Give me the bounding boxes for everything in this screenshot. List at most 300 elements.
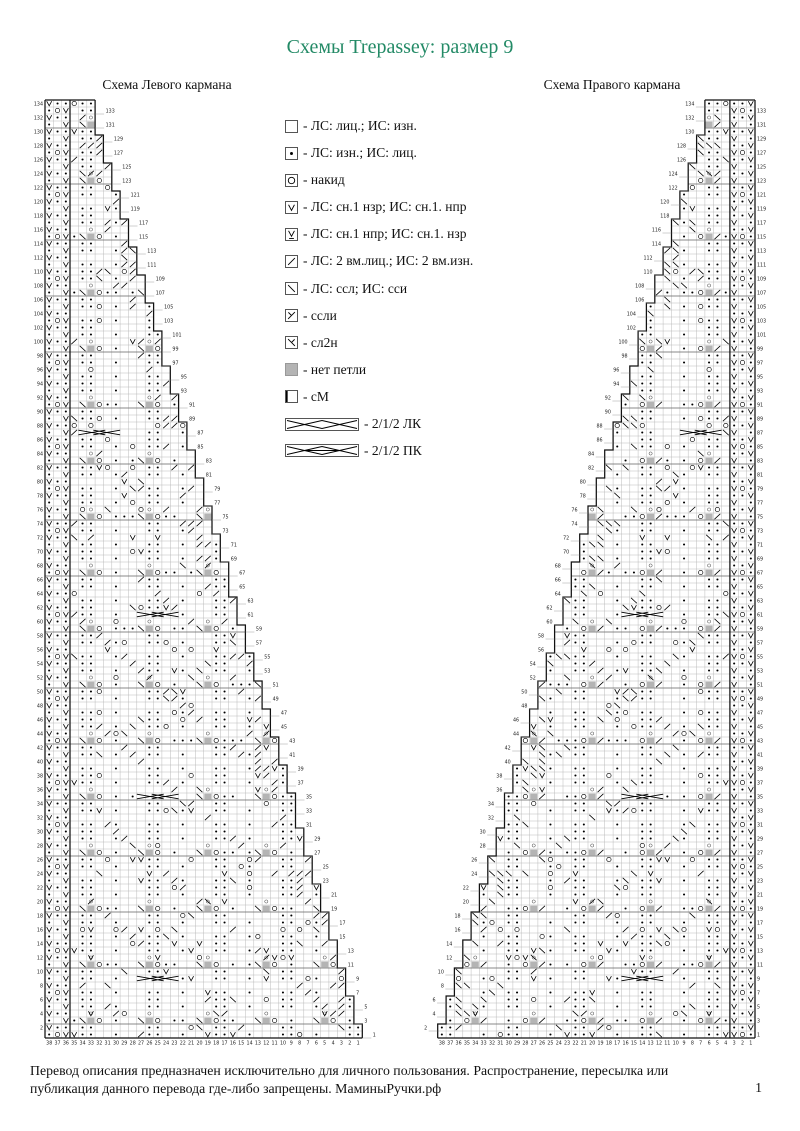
row-label: 63: [757, 599, 764, 605]
legend-item-no-stitch: - нет петли: [285, 363, 585, 377]
row-label: 5: [757, 1005, 761, 1011]
stitch-label: 1: [356, 1041, 360, 1047]
right-pocket-chart: [400, 94, 778, 1061]
row-label: 125: [122, 165, 132, 171]
stitch-label: 33: [480, 1041, 487, 1047]
row-label: 10: [437, 970, 444, 976]
legend-item-yarn-over: - накид: [285, 173, 585, 187]
row-label: 53: [757, 669, 764, 675]
row-label: 12: [36, 956, 43, 962]
row-label: 122: [33, 186, 43, 192]
row-label: 17: [757, 921, 764, 927]
row-label: 108: [635, 284, 645, 290]
row-label: 64: [554, 592, 561, 598]
row-label: 18: [454, 914, 461, 920]
row-label: 99: [757, 347, 764, 353]
page-title: Схемы Trepassey: размер 9: [286, 36, 514, 58]
row-label: 125: [757, 165, 767, 171]
row-label: 47: [757, 711, 764, 717]
stitch-label: 8: [298, 1041, 302, 1047]
row-label: 73: [222, 529, 229, 535]
row-label: 129: [113, 137, 124, 143]
stitch-label: 23: [171, 1041, 178, 1047]
row-label: 41: [757, 753, 764, 759]
stitch-label: 34: [472, 1041, 479, 1047]
row-label: 126: [33, 158, 43, 164]
row-label: 81: [757, 473, 764, 479]
row-label: 2: [424, 1026, 428, 1032]
row-label: 52: [529, 676, 536, 682]
stitch-label: 21: [188, 1041, 195, 1047]
row-label: 70: [36, 550, 43, 556]
row-label: 50: [36, 690, 43, 696]
row-label: 83: [757, 459, 764, 465]
stitch-label: 14: [639, 1041, 646, 1047]
row-label: 91: [189, 403, 196, 409]
row-label: 28: [36, 844, 43, 850]
row-label: 32: [487, 816, 494, 822]
row-label: 105: [757, 305, 767, 311]
row-label: 121: [130, 193, 140, 199]
stitch-label: 16: [229, 1041, 236, 1047]
stitch-label: 3: [732, 1041, 736, 1047]
legend-item-cable-pk: - 2/1/2 ПК: [285, 444, 585, 458]
row-label: 36: [36, 788, 43, 794]
row-label: 23: [322, 879, 329, 885]
stitch-label: 11: [271, 1041, 278, 1047]
row-label: 79: [214, 487, 221, 493]
stitch-label: 1: [749, 1041, 753, 1047]
row-label: 104: [33, 312, 43, 318]
stitch-label: 26: [539, 1041, 546, 1047]
stitch-label: 19: [597, 1041, 604, 1047]
stitch-label: 9: [289, 1041, 293, 1047]
row-label: 38: [36, 774, 43, 780]
row-label: 119: [130, 207, 140, 213]
stitch-label: 36: [62, 1041, 69, 1047]
row-label: 1: [757, 1033, 761, 1039]
row-label: 26: [36, 858, 43, 864]
row-label: 30: [479, 830, 486, 836]
row-label: 58: [537, 634, 545, 640]
stitch-label: 20: [589, 1041, 596, 1047]
stitch-label: 20: [196, 1041, 203, 1047]
row-label: 122: [668, 186, 678, 192]
row-label: 45: [757, 725, 764, 731]
stitch-label: 18: [605, 1041, 612, 1047]
row-label: 68: [554, 564, 561, 570]
row-label: 128: [676, 144, 687, 150]
row-label: 32: [36, 816, 43, 822]
row-label: 39: [297, 767, 304, 773]
row-label: 77: [214, 501, 221, 507]
legend-item-slip1-wyib: - ЛС: сн.1 нзр; ИС: сн.1. нпр: [285, 200, 585, 214]
row-label: 55: [757, 655, 764, 661]
stitch-label: 8: [690, 1041, 694, 1047]
row-label: 52: [36, 676, 43, 682]
row-label: 30: [36, 830, 43, 836]
row-label: 89: [757, 417, 764, 423]
stitch-label: 15: [238, 1041, 245, 1047]
row-label: 70: [563, 550, 570, 556]
row-label: 29: [757, 837, 764, 843]
row-label: 7: [757, 991, 761, 997]
row-label: 50: [521, 690, 528, 696]
row-label: 11: [347, 963, 354, 969]
row-label: 35: [306, 795, 313, 801]
row-label: 43: [757, 739, 764, 745]
row-label: 56: [537, 648, 545, 654]
row-label: 107: [757, 291, 767, 297]
row-label: 74: [36, 522, 43, 528]
row-label: 95: [180, 375, 187, 381]
row-label: 118: [660, 214, 670, 220]
row-label: 22: [36, 886, 43, 892]
row-label: 62: [546, 606, 553, 612]
row-label: 132: [33, 116, 43, 122]
stitch-label: 15: [630, 1041, 637, 1047]
row-label: 82: [36, 466, 43, 472]
row-label: 129: [757, 137, 767, 143]
stitch-label: 32: [96, 1041, 103, 1047]
row-label: 97: [172, 361, 179, 367]
row-label: 128: [33, 144, 43, 150]
row-label: 60: [36, 620, 43, 626]
row-label: 6: [432, 998, 436, 1004]
row-label: 38: [496, 774, 503, 780]
row-label: 57: [757, 641, 764, 647]
stitch-label: 38: [438, 1041, 445, 1047]
row-label: 107: [155, 291, 165, 297]
row-label: 5: [364, 1005, 368, 1011]
stitch-label: 28: [522, 1041, 529, 1047]
stitch-label: 5: [323, 1041, 327, 1047]
row-label: 54: [36, 662, 43, 668]
row-label: 123: [122, 179, 132, 185]
stitch-label: 31: [497, 1041, 504, 1047]
row-label: 34: [36, 802, 43, 808]
row-label: 34: [487, 802, 494, 808]
stitch-label: 37: [447, 1041, 454, 1047]
row-label: 92: [36, 396, 43, 402]
row-label: 94: [613, 382, 620, 388]
row-label: 51: [272, 683, 279, 689]
row-label: 40: [36, 760, 43, 766]
row-label: 3: [757, 1019, 761, 1025]
right-chart-title: Схема Правого кармана: [543, 77, 681, 92]
stitch-label: 29: [513, 1041, 521, 1047]
legend-item-purl: - ЛС: изн.; ИС: лиц.: [285, 146, 585, 160]
row-label: 80: [579, 480, 586, 486]
row-label: 88: [596, 424, 603, 430]
row-label: 19: [331, 907, 338, 913]
row-label: 37: [297, 781, 304, 787]
stitch-label: 32: [488, 1041, 496, 1047]
stitch-label: 37: [54, 1041, 61, 1047]
row-label: 31: [306, 823, 313, 829]
row-label: 118: [33, 214, 43, 220]
row-label: 8: [440, 984, 444, 990]
row-label: 84: [36, 452, 43, 458]
stitch-label: 35: [71, 1041, 78, 1047]
row-label: 134: [33, 102, 43, 108]
row-label: 111: [147, 263, 157, 269]
stitch-label: 25: [154, 1041, 161, 1047]
row-label: 27: [314, 851, 321, 857]
row-label: 66: [36, 578, 43, 584]
row-label: 117: [757, 221, 767, 227]
stitch-label: 30: [112, 1041, 120, 1047]
stitch-label: 36: [455, 1041, 462, 1047]
stitch-label: 34: [79, 1041, 86, 1047]
row-label: 80: [36, 480, 43, 486]
stitch-label: 31: [104, 1041, 111, 1047]
row-label: 44: [36, 732, 43, 738]
row-label: 103: [164, 319, 174, 325]
row-label: 93: [757, 389, 764, 395]
row-label: 117: [139, 221, 149, 227]
stitch-label: 17: [614, 1041, 621, 1047]
row-label: 114: [33, 242, 43, 248]
row-label: 42: [504, 746, 511, 752]
stitch-label: 6: [314, 1041, 318, 1047]
row-label: 86: [596, 438, 603, 444]
row-label: 63: [247, 599, 254, 605]
row-label: 57: [255, 641, 263, 647]
row-label: 76: [36, 508, 43, 514]
row-label: 87: [757, 431, 764, 437]
row-label: 84: [588, 452, 595, 458]
row-label: 89: [189, 417, 196, 423]
row-label: 24: [36, 872, 43, 878]
stitch-label: 10: [672, 1041, 679, 1047]
row-label: 85: [757, 445, 764, 451]
row-label: 8: [39, 984, 43, 990]
row-label: 133: [757, 109, 767, 115]
row-label: 2: [39, 1026, 43, 1032]
row-label: 45: [280, 725, 288, 731]
row-label: 20: [462, 900, 469, 906]
stitch-label: 23: [564, 1041, 571, 1047]
stitch-label: 28: [129, 1041, 136, 1047]
row-label: 102: [626, 326, 636, 332]
row-label: 65: [757, 585, 764, 591]
row-label: 31: [757, 823, 764, 829]
row-label: 59: [255, 627, 263, 633]
row-label: 127: [757, 151, 767, 157]
row-label: 78: [579, 494, 586, 500]
stitch-label: 30: [505, 1041, 512, 1047]
row-label: 112: [643, 256, 653, 262]
stitch-label: 16: [622, 1041, 629, 1047]
row-label: 58: [36, 634, 43, 640]
row-label: 100: [618, 340, 628, 346]
row-label: 131: [105, 123, 115, 129]
row-label: 67: [239, 571, 246, 577]
row-label: 7: [356, 991, 360, 997]
row-label: 111: [757, 263, 767, 269]
row-label: 28: [479, 844, 486, 850]
row-label: 104: [626, 312, 636, 318]
row-label: 10: [36, 970, 43, 976]
row-label: 11: [757, 963, 764, 969]
legend-item-knit: - ЛС: лиц.; ИС: изн.: [285, 119, 585, 133]
row-label: 14: [446, 942, 453, 948]
row-label: 119: [757, 207, 767, 213]
row-label: 36: [496, 788, 503, 794]
row-label: 93: [180, 389, 187, 395]
row-label: 21: [331, 893, 338, 899]
row-label: 48: [36, 704, 43, 710]
row-label: 105: [164, 305, 174, 311]
stitch-label: 26: [146, 1041, 153, 1047]
row-label: 79: [757, 487, 764, 493]
stitch-label: 13: [254, 1041, 261, 1047]
row-label: 92: [604, 396, 611, 402]
row-label: 115: [139, 235, 149, 241]
row-label: 33: [306, 809, 313, 815]
row-label: 9: [356, 977, 360, 983]
row-label: 127: [113, 151, 124, 157]
stitch-label: 2: [740, 1041, 745, 1047]
stitch-label: 35: [463, 1041, 470, 1047]
row-label: 29: [314, 837, 321, 843]
row-label: 61: [247, 613, 254, 619]
row-label: 94: [36, 382, 43, 388]
row-label: 69: [757, 557, 764, 563]
row-label: 49: [272, 697, 279, 703]
row-label: 103: [757, 319, 767, 325]
row-label: 101: [757, 333, 767, 339]
stitch-label: 7: [699, 1041, 703, 1047]
row-label: 55: [264, 655, 271, 661]
row-label: 9: [757, 977, 761, 983]
row-label: 113: [757, 249, 767, 255]
row-label: 46: [512, 718, 520, 724]
row-label: 100: [33, 340, 43, 346]
legend-item-cable-lk: - 2/1/2 ЛК: [285, 417, 585, 431]
stitch-label: 5: [715, 1041, 719, 1047]
row-label: 64: [36, 592, 43, 598]
row-label: 54: [529, 662, 536, 668]
row-label: 106: [635, 298, 645, 304]
row-label: 110: [33, 270, 43, 276]
row-label: 83: [205, 459, 212, 465]
row-label: 17: [339, 921, 346, 927]
legend-item-k2tog: - ЛС: 2 вм.лиц.; ИС: 2 вм.изн.: [285, 254, 585, 268]
row-label: 71: [757, 543, 764, 549]
row-label: 39: [757, 767, 764, 773]
row-label: 95: [757, 375, 764, 381]
left-pocket-chart: [20, 94, 398, 1061]
row-label: 96: [613, 368, 620, 374]
stitch-label: 13: [647, 1041, 654, 1047]
row-label: 33: [757, 809, 764, 815]
row-label: 101: [172, 333, 182, 339]
row-label: 15: [339, 935, 346, 941]
row-label: 25: [322, 865, 329, 871]
row-label: 43: [289, 739, 296, 745]
row-label: 65: [239, 585, 246, 591]
row-label: 16: [454, 928, 461, 934]
row-label: 116: [33, 228, 43, 234]
legend-item-ssk: - ЛС: ссл; ИС: сси: [285, 282, 585, 296]
row-label: 27: [757, 851, 764, 857]
row-label: 86: [36, 438, 43, 444]
row-label: 13: [757, 949, 764, 955]
page-number: 1: [755, 1080, 762, 1095]
chart-left-grid: [20, 94, 398, 1056]
legend-item-marker: - сМ: [285, 390, 585, 404]
row-label: 20: [36, 900, 43, 906]
stitch-label: 22: [179, 1041, 186, 1047]
row-label: 120: [660, 200, 670, 206]
row-label: 116: [651, 228, 661, 234]
row-label: 130: [33, 130, 43, 136]
row-label: 37: [757, 781, 764, 787]
chart-right-grid: [400, 94, 778, 1056]
row-label: 41: [289, 753, 296, 759]
stitch-label: 17: [221, 1041, 228, 1047]
row-label: 44: [512, 732, 520, 738]
row-label: 67: [757, 571, 764, 577]
row-label: 15: [757, 935, 764, 941]
row-label: 126: [676, 158, 687, 164]
row-label: 61: [757, 613, 764, 619]
row-label: 97: [757, 361, 764, 367]
stitch-label: 2: [348, 1041, 352, 1047]
row-label: 23: [757, 879, 764, 885]
row-label: 21: [757, 893, 764, 899]
row-label: 42: [36, 746, 43, 752]
row-label: 66: [554, 578, 561, 584]
footer-text: Перевод описания предназначен исключительно для личного пользования. Распространение, пересылка или публикация данного перевода где-либо запрещены. МаминыРучки.рф: [30, 1063, 669, 1097]
row-label: 53: [264, 669, 271, 675]
stitch-label: 25: [547, 1041, 554, 1047]
row-label: 130: [685, 130, 695, 136]
row-label: 90: [36, 410, 43, 416]
stitch-label: 38: [46, 1041, 53, 1047]
row-label: 102: [33, 326, 43, 332]
stitch-label: 3: [339, 1041, 343, 1047]
row-label: 133: [105, 109, 115, 115]
row-label: 40: [504, 760, 511, 766]
row-label: 24: [471, 872, 478, 878]
row-label: 78: [36, 494, 43, 500]
row-label: 124: [668, 172, 678, 178]
row-label: 115: [757, 235, 767, 241]
stitch-label: 27: [137, 1041, 145, 1047]
row-label: 68: [36, 564, 43, 570]
row-label: 59: [757, 627, 764, 633]
stitch-label: 12: [655, 1041, 663, 1047]
stitch-label: 6: [707, 1041, 711, 1047]
legend-item-slip1-wyif: - ЛС: сн.1 нпр; ИС: сн.1. нзр: [285, 227, 585, 241]
row-label: 99: [172, 347, 179, 353]
left-chart-title: Схема Левого кармана: [102, 77, 232, 92]
row-label: 131: [757, 123, 767, 129]
stitch-label: 12: [263, 1041, 270, 1047]
row-label: 46: [36, 718, 43, 724]
row-label: 82: [588, 466, 595, 472]
row-label: 109: [757, 277, 767, 283]
stitch-label: 19: [204, 1041, 211, 1047]
row-label: 96: [36, 368, 43, 374]
row-label: 113: [147, 249, 157, 255]
stitch-label: 10: [279, 1041, 287, 1047]
row-label: 69: [230, 557, 237, 563]
stitch-label: 33: [87, 1041, 94, 1047]
